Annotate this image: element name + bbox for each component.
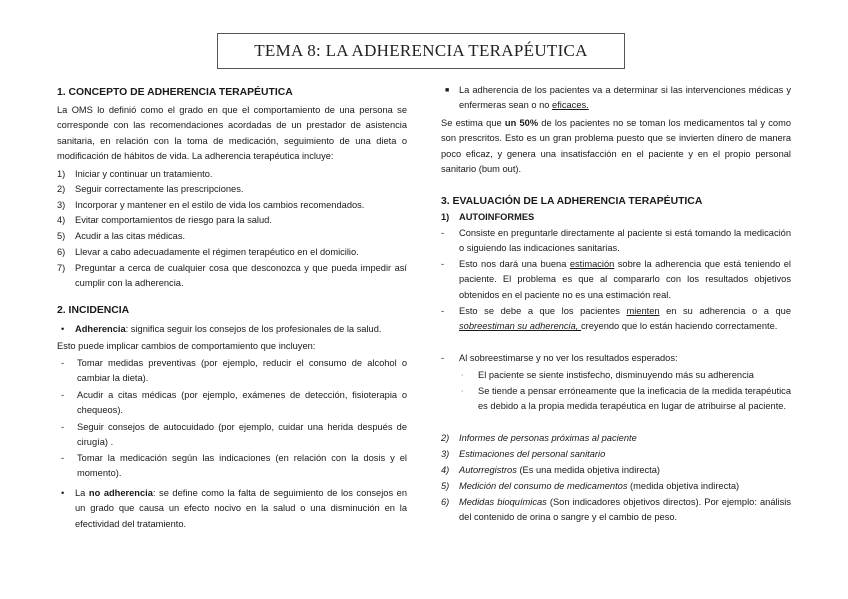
section-1-paragraph: La OMS lo definió como el grado en que el comportamiento de una persona se corresponde con las recomendaciones acordadas de un prestador de asistencia sanitaria, en relación con la toma de medicación, seguimiento de una dieta o modificación de hábitos de vida. La adherencia terapéutica incluye: bbox=[57, 105, 407, 161]
title-box bbox=[217, 33, 625, 69]
section-3-heading: 3. EVALUACIÓN DE LA ADHERENCIA TERAPÉUTICA bbox=[441, 196, 703, 207]
section-1-heading: 1. CONCEPTO DE ADHERENCIA TERAPÉUTICA bbox=[57, 87, 293, 98]
bullet-square-icon: ■ bbox=[445, 87, 450, 94]
bullet-dot-icon: • bbox=[61, 324, 65, 334]
bullet-dot-icon: • bbox=[61, 488, 65, 498]
section-2-heading: 2. INCIDENCIA bbox=[57, 305, 130, 316]
page-title: TEMA 8: LA ADHERENCIA TERAPÉUTICA bbox=[254, 41, 588, 60]
adherencia-intro: Esto puede implicar cambios de comportamiento que incluyen: bbox=[57, 341, 316, 351]
estimate-paragraph: Se estima que un 50% de los pacientes no se toman los medicamentos tal y como son prescritos. Esto es un gran problema puesto que se invierten dinero de manera poco eficaz, y genera una insatisfacción en el paciente y en el propio personal sanitario (bum out). bbox=[441, 118, 791, 174]
